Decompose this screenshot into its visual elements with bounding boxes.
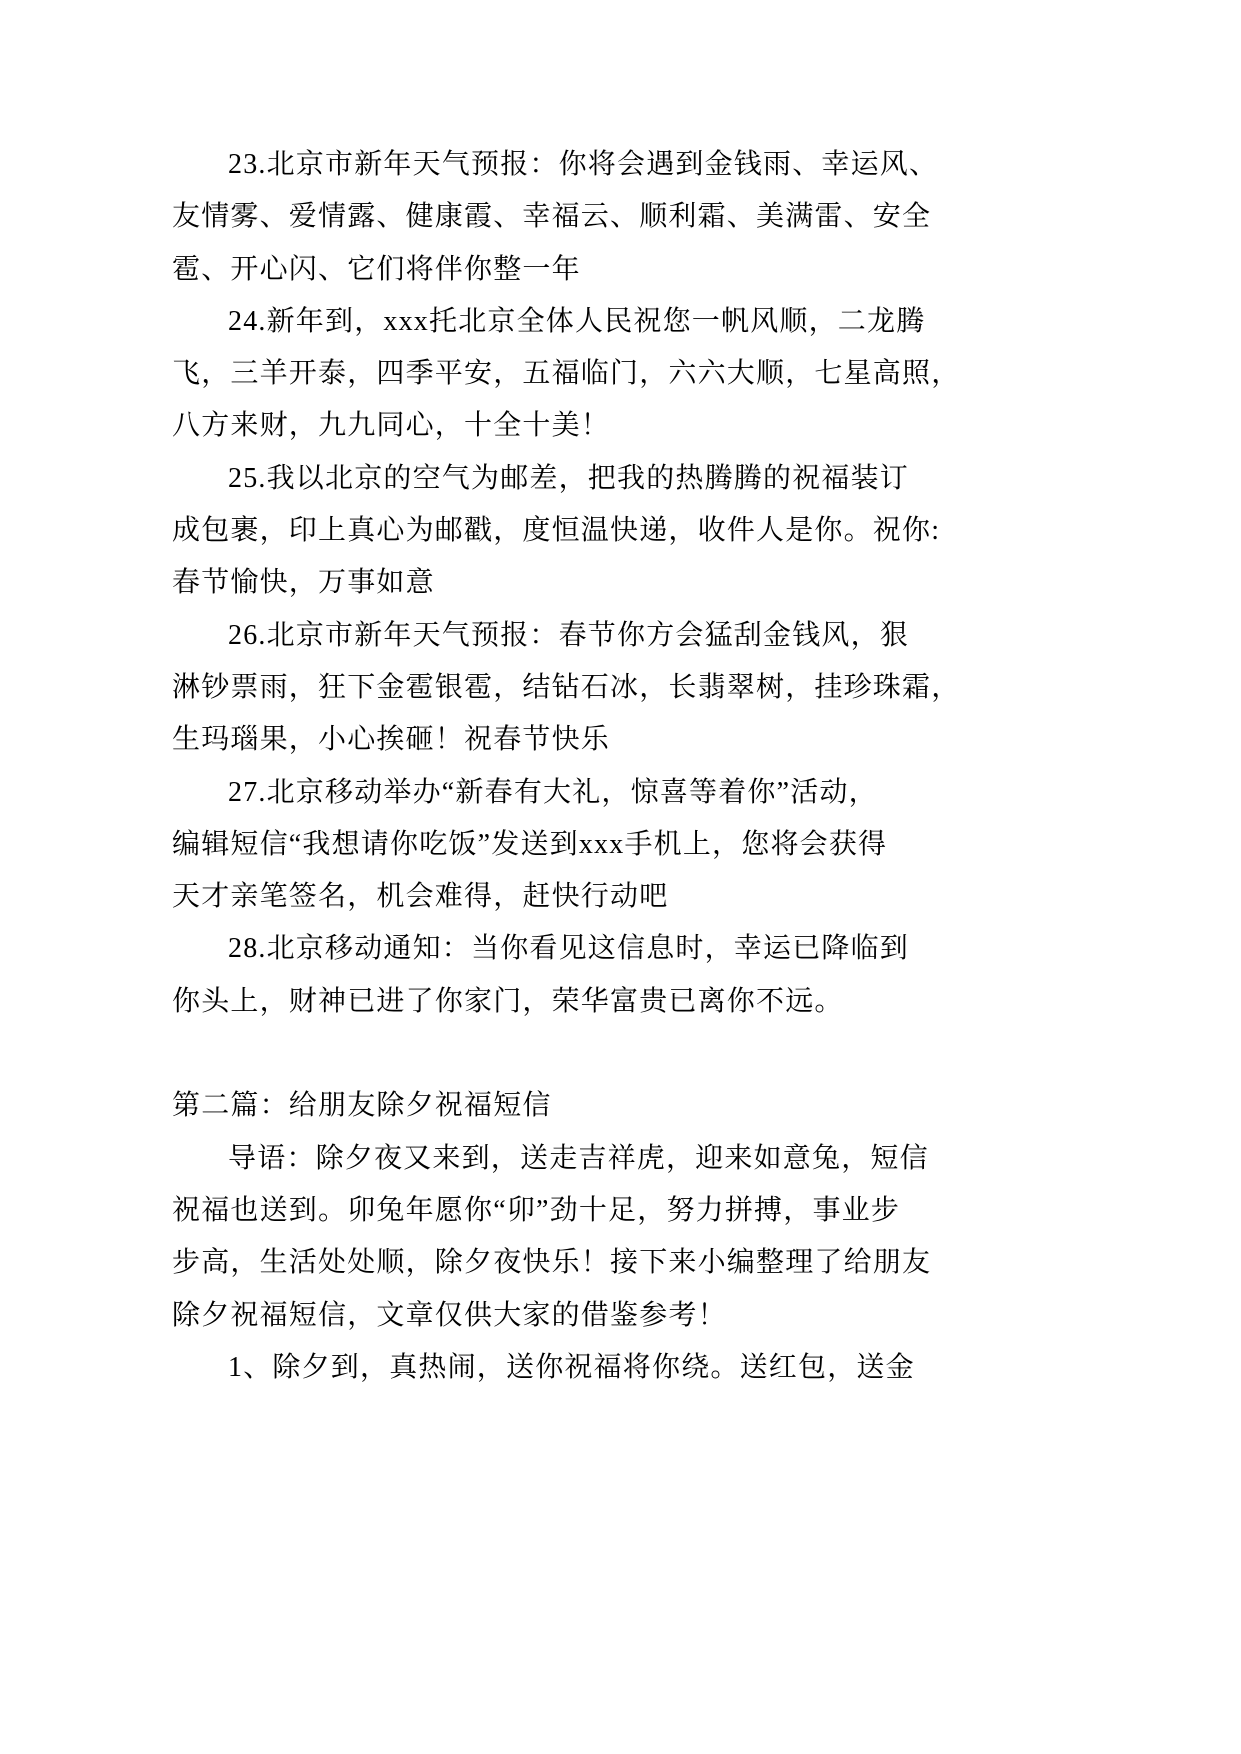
text-line: 春节愉快，万事如意	[172, 567, 435, 599]
text-line: 27.北京移动举办“新春有大礼，惊喜等着你”活动，	[228, 776, 878, 808]
text-line: 飞，三羊开泰，四季平安，五福临门，六六大顺，七星高照，	[172, 358, 961, 390]
wish-paragraph-24	[172, 296, 972, 453]
text-line: 28.北京移动通知：当你看见这信息时，幸运已降临到	[228, 933, 910, 965]
wish-paragraph-26	[172, 610, 972, 767]
wish-paragraph-25	[172, 453, 972, 610]
text-line: 八方来财，九九同心，十全十美！	[172, 410, 611, 442]
wish-paragraph-28	[172, 923, 972, 1028]
text-line: 除夕祝福短信，文章仅供大家的借鉴参考！	[172, 1299, 727, 1331]
text-line: 23.北京市新年天气预报：你将会遇到金钱雨、幸运风、	[228, 149, 939, 180]
text-line: 你头上，财神已进了你家门，荣华富贵已离你不远。	[172, 985, 844, 1017]
section-title: 第二篇：给朋友除夕祝福短信	[172, 1090, 552, 1122]
text-line: 成包裹，印上真心为邮戳，度恒温快递，收件人是你。祝你:	[172, 515, 941, 547]
text-line: 淋钞票雨，狂下金雹银雹，结钻石冰，长翡翠树，挂珍珠霜，	[172, 671, 961, 703]
text-line: 雹、开心闪、它们将伴你整一年	[172, 253, 581, 285]
text-line: 26.北京市新年天气预报：春节你方会猛刮金钱风，狠	[228, 619, 910, 651]
greeting-paragraph-1	[172, 1342, 972, 1394]
text-line: 编辑短信“我想请你吃饭”发送到xxx手机上，您将会获得	[172, 828, 888, 860]
text-line: 步高，生活处处顺，除夕夜快乐！接下来小编整理了给朋友	[172, 1247, 932, 1279]
text-line: 1、除夕到，真热闹，送你祝福将你绕。送红包，送金	[228, 1351, 915, 1383]
wish-paragraph-23	[172, 139, 972, 296]
intro-paragraph	[172, 1133, 972, 1342]
text-line: 24.新年到，xxx托北京全体人民祝您一帆风顺，二龙腾	[228, 305, 926, 337]
text-line: 友情雾、爱情露、健康霞、幸福云、顺利霜、美满雷、安全	[172, 201, 932, 233]
wish-paragraph-27	[172, 767, 972, 924]
text-line: 生玛瑙果，小心挨砸！祝春节快乐	[172, 724, 611, 756]
text-line: 25.我以北京的空气为邮差，把我的热腾腾的祝福装订	[228, 462, 910, 494]
text-line: 导语：除夕夜又来到，送走吉祥虎，迎来如意兔，短信	[228, 1142, 929, 1174]
text-line: 祝福也送到。卯兔年愿你“卯”劲十足，努力拼搏，事业步	[172, 1194, 901, 1226]
blank-line	[172, 1028, 972, 1080]
text-line: 天才亲笔签名，机会难得，赶快行动吧	[172, 881, 669, 913]
document-page	[172, 139, 972, 1394]
